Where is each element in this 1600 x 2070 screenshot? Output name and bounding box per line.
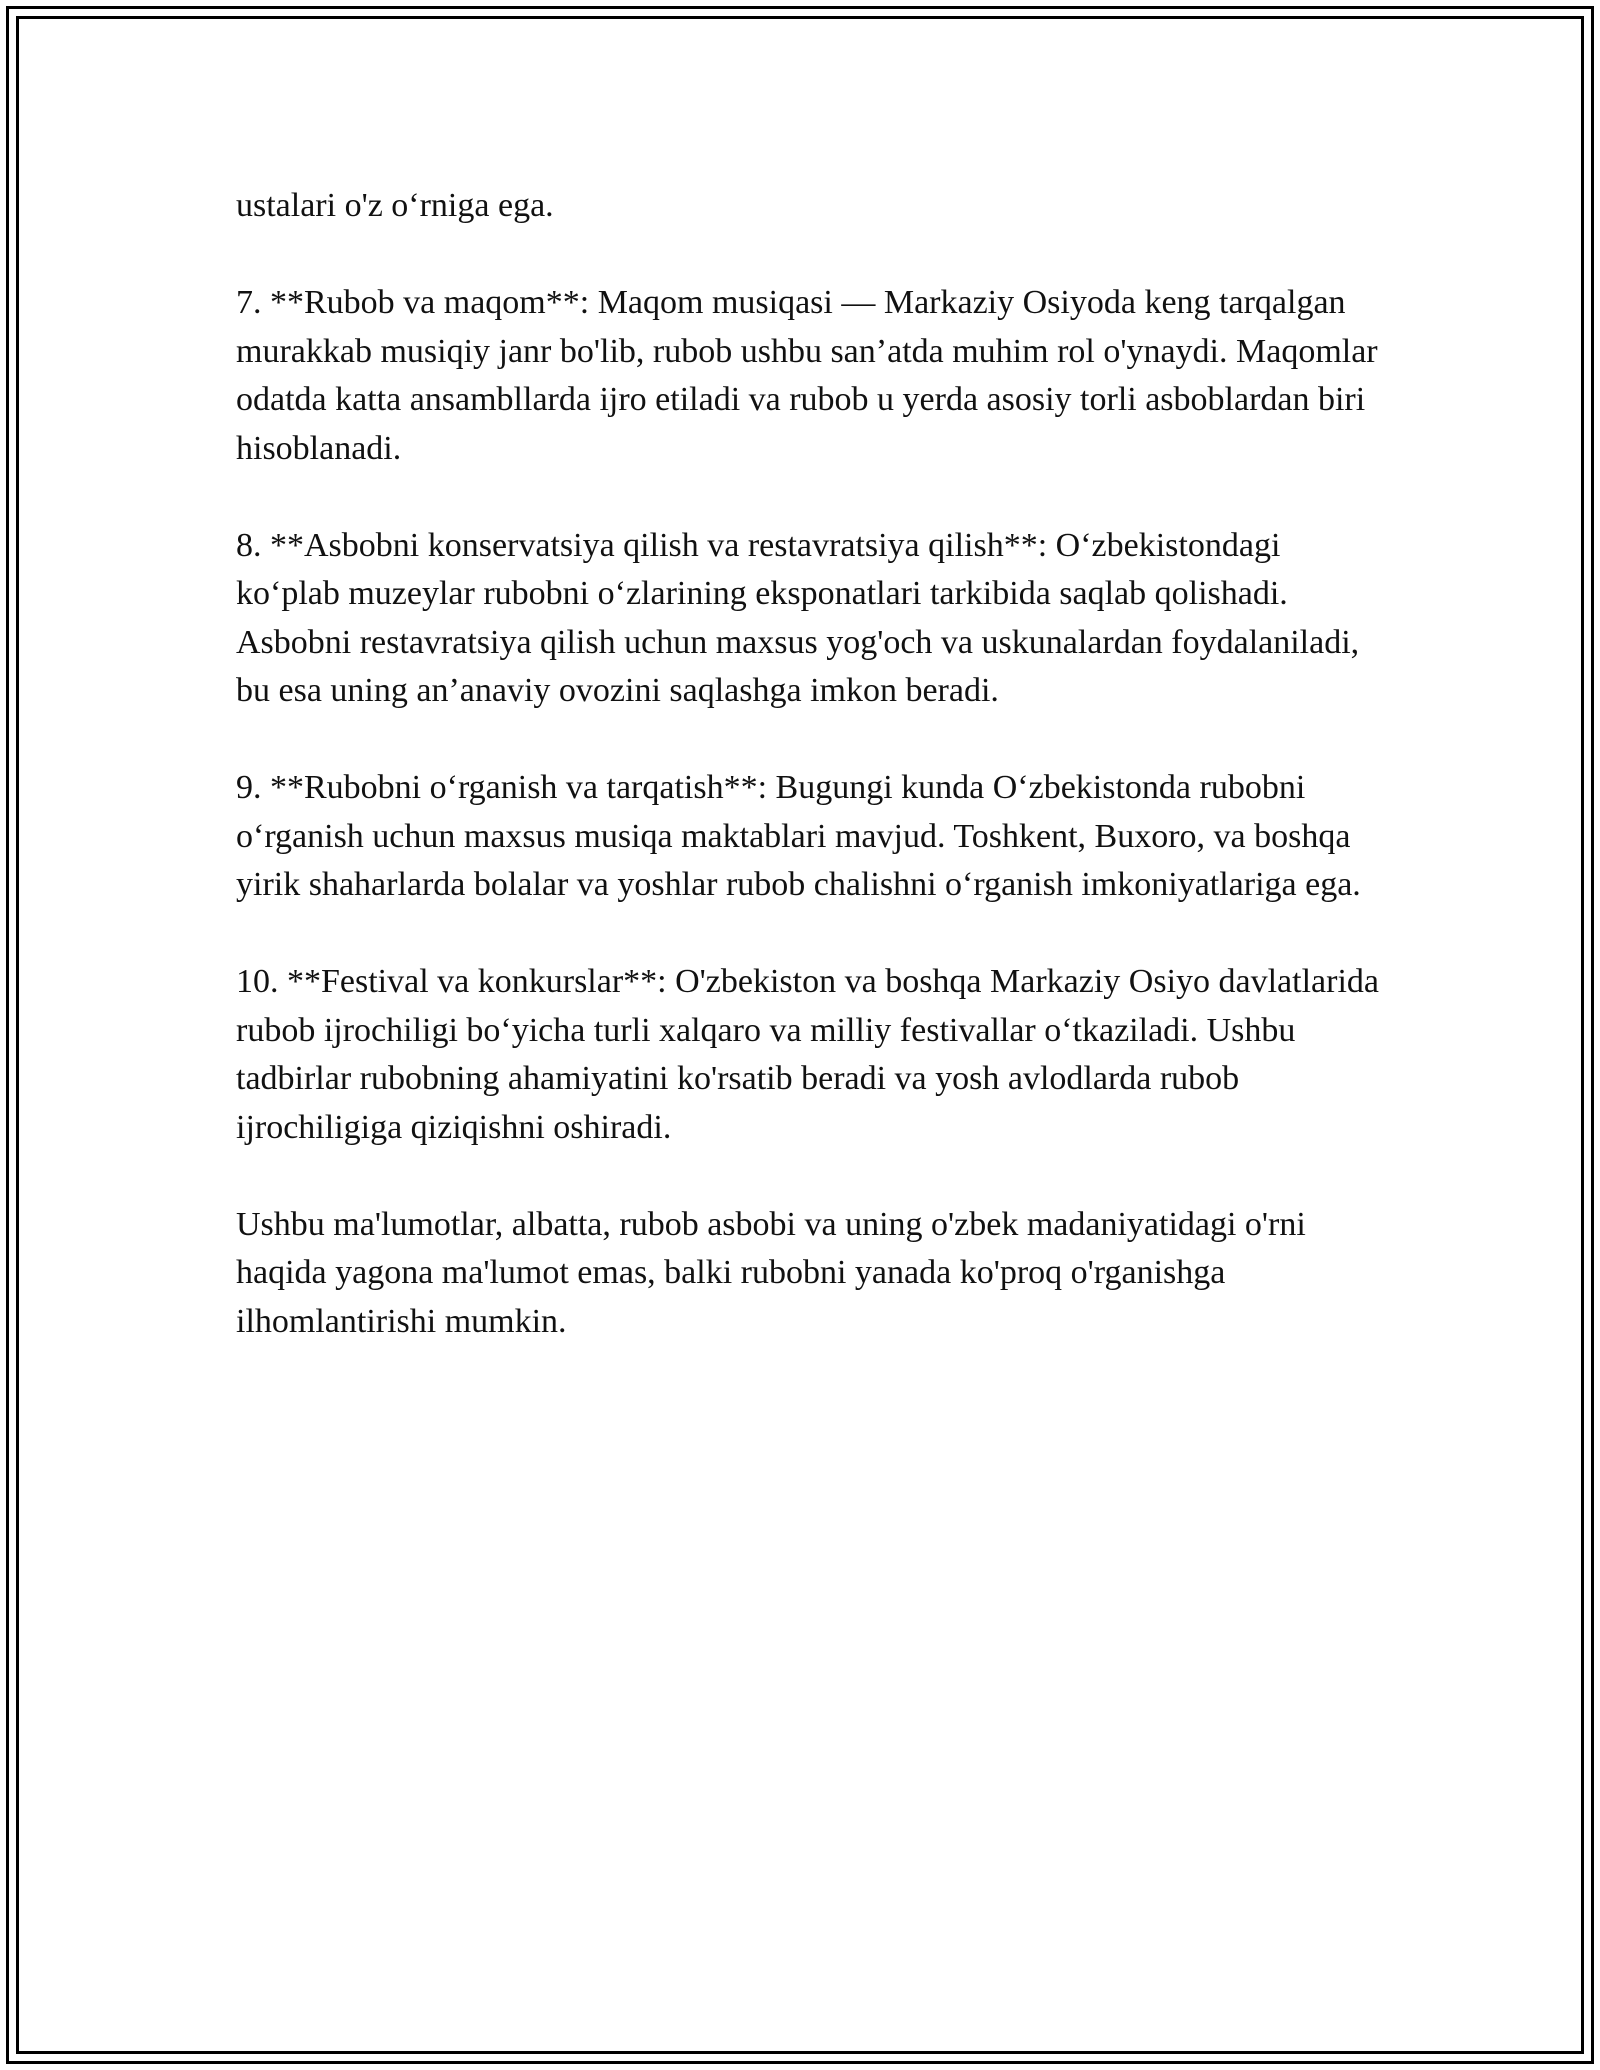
paragraph-conclusion: Ushbu ma'lumotlar, albatta, rubob asbobi va uning o'zbek madaniyatidagi o'rni haqida yagona ma'lumot emas, balki rubobni yanada ko'proq o'rganishga ilhomlantirishi mumkin. <box>236 1205 1306 1340</box>
document-body <box>236 182 1386 1395</box>
paragraph-continuation: ustalari o'z o‘rniga ega. <box>236 187 554 224</box>
paragraph-item-10: 10. **Festival va konkurslar**: O'zbekiston va boshqa Markaziy Osiyo davlatlarida rubob ijrochiligi bo‘yicha turli xalqaro va milliy festivallar o‘tkaziladi. Ushbu tadbirlar rubobning ahamiyatini ko'rsatib beradi va yosh avlodlarda rubob ijrochiligiga qiziqishni oshiradi. <box>236 963 1379 1146</box>
paragraph-item-9: 9. **Rubobni o‘rganish va tarqatish**: Bugungi kunda O‘zbekistonda rubobni o‘rganish uchun maxsus musiqa maktablari mavjud. Toshkent, Buxoro, va boshqa yirik shaharlarda bolalar va yoshlar rubob chalishni o‘rganish imkoniyatlariga ega. <box>236 769 1361 903</box>
paragraph-item-8: 8. **Asbobni konservatsiya qilish va restavratsiya qilish**: O‘zbekistondagi ko‘plab muzeylar rubobni o‘zlarining eksponatlari tarkibida saqlab qolishadi. Asbobni restavratsiya qilish uchun maxsus yog'och va uskunalardan foydalaniladi, bu esa uning an’anaviy ovozini saqlashga imkon beradi. <box>236 526 1360 709</box>
paragraph-item-7: 7. **Rubob va maqom**: Maqom musiqasi — Markaziy Osiyoda keng tarqalgan murakkab musiqiy janr bo'lib, rubob ushbu san’atda muhim rol o'ynaydi. Maqomlar odatda katta ansambllarda ijro etiladi va rubob u yerda asosiy torli asboblardan biri hisoblanadi. <box>236 284 1378 467</box>
